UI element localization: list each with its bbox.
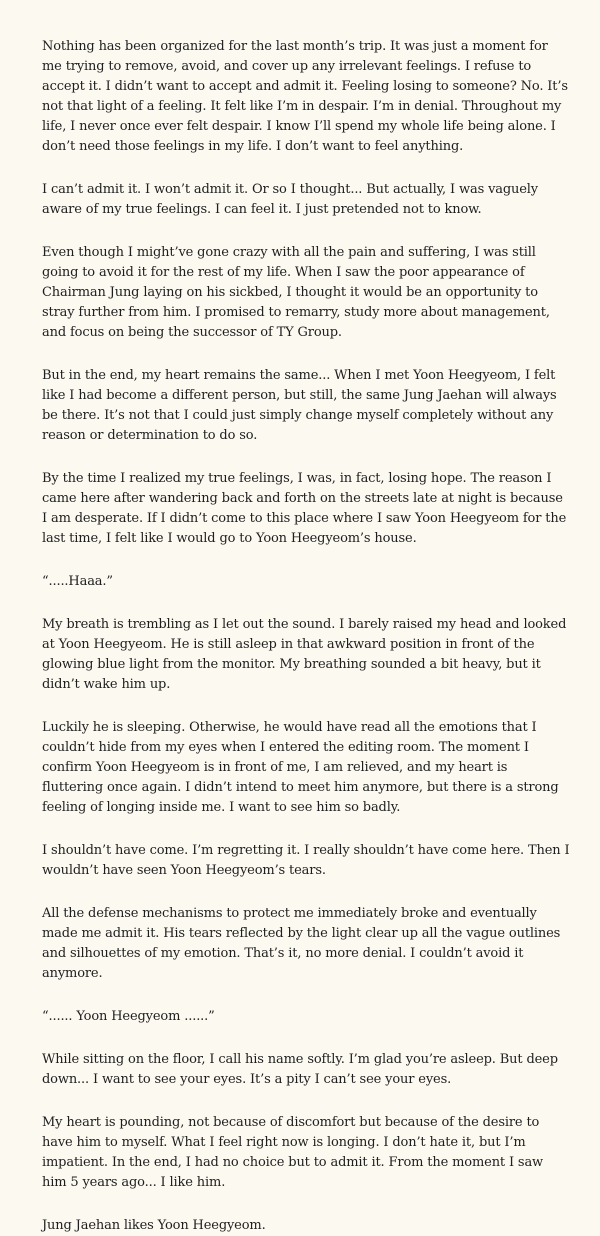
paragraph-breath: My breath is trembling as I let out the sound. I barely raised my head and looked at Yoon Heegyeom. He is still asleep in that awkward position in front of the glowing blue light from the monitor. My breathing sounded a bit heavy, but it didn’t wake him up. xyxy=(42,617,567,692)
paragraph-defense: All the defense mechanisms to protect me immediately broke and eventually made me admit it. His tears reflected by the light clear up all the vague outlines and silhouettes of my emotion. That’s it, no more denial. I couldn’t avoid it anymore. xyxy=(42,906,561,981)
paragraph-regret: I shouldn’t have come. I’m regretting it. I really shouldn’t have come here. Then I wouldn’t have seen Yoon Heegyeom’s tears. xyxy=(42,843,570,878)
dialogue-haaa: “.....Haaa.” xyxy=(42,574,113,589)
paragraph-trip: Nothing has been organized for the last month’s trip. It was just a moment for me trying to remove, avoid, and cover up any irrelevant feelings. I refuse to accept it. I didn’t want to accept and admit it. Feeling losing to someone? No. It’s not that light of a feeling. It felt like I’m in despair. I’m in denial. Throughout my life, I never once ever felt despair. I know I’ll spend my whole life being alone. I don’t need those feelings in my life. I don’t want to feel anything. xyxy=(42,39,568,154)
paragraph-sleeping: Luckily he is sleeping. Otherwise, he would have read all the emotions that I couldn’t hide from my eyes when I entered the editing room. The moment I confirm Yoon Heegyeom is in front of me, I am relieved, and my heart is fluttering once again. I didn’t intend to meet him anymore, but there is a strong feeling of longing inside me. I want to see him so badly. xyxy=(42,720,559,815)
paragraph-admit: I can’t admit it. I won’t admit it. Or so I thought... But actually, I was vaguely aware of my true feelings. I can feel it. I just pretended not to know. xyxy=(42,182,539,217)
paragraph-pounding: My heart is pounding, not because of discomfort but because of the desire to have him to myself. What I feel right now is longing. I don’t hate it, but I’m impatient. In the end, I had no choice but to admit it. From the moment I saw him 5 years ago... I like him. xyxy=(42,1115,544,1190)
paragraph-heart-same: But in the end, my heart remains the same... When I met Yoon Heegyeom, I felt like I had become a different person, but still, the same Jung Jaehan will always be there. It’s not that I could just simply change myself completely without any reason or determination to do so. xyxy=(42,368,557,443)
dialogue-name: “...... Yoon Heegyeom ......” xyxy=(42,1009,215,1024)
paragraph-avoid: Even though I might’ve gone crazy with all the pain and suffering, I was still going to avoid it for the rest of my life. When I saw the poor appearance of Chairman Jung laying on his sickbed, I thought it would be an opportunity to stray further from him. I promised to remarry, study more about management, and focus on being the successor of TY Group. xyxy=(42,245,550,340)
paragraph-final: Jung Jaehan likes Yoon Heegyeom. xyxy=(42,1218,266,1233)
paragraph-floor: While sitting on the floor, I call his name softly. I’m glad you’re asleep. But deep down... I want to see your eyes. It’s a pity I can’t see your eyes. xyxy=(42,1052,558,1087)
story-text-body xyxy=(42,37,570,1236)
paragraph-losing-hope: By the time I realized my true feelings, I was, in fact, losing hope. The reason I came here after wandering back and forth on the streets late at night is because I am desperate. If I didn’t come to this place where I saw Yoon Heegyeom for the last time, I felt like I would go to Yoon Heegyeom’s house. xyxy=(42,471,567,546)
